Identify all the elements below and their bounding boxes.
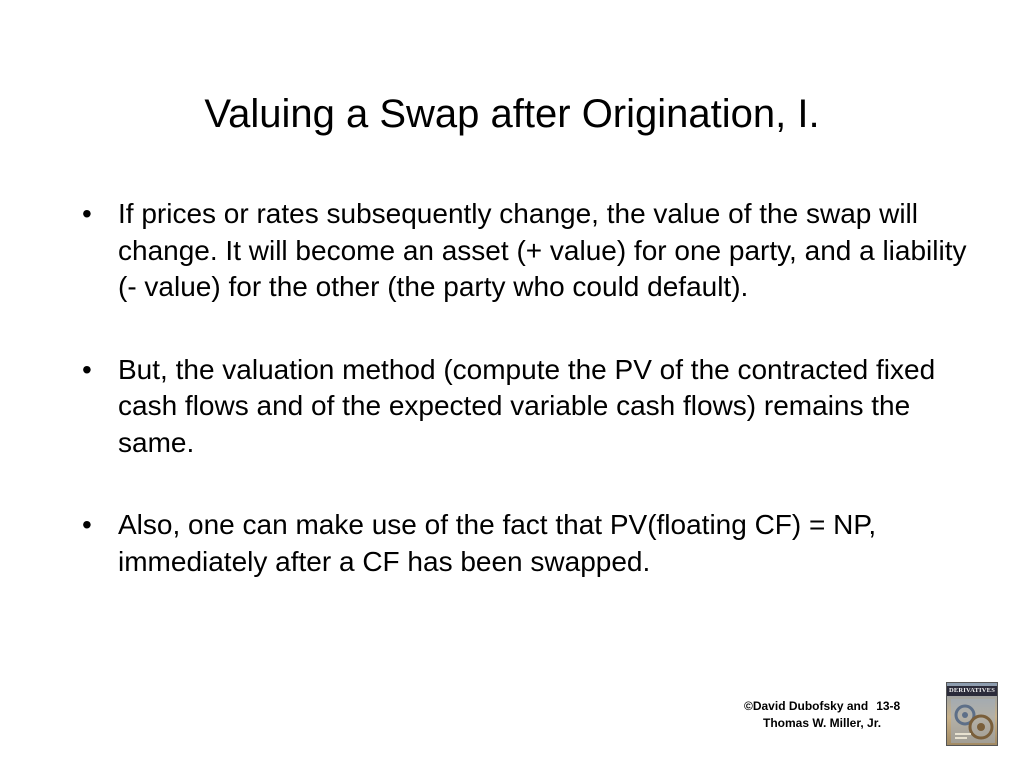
bullet-text: If prices or rates subsequently change, the value of the swap will change. It will become an asset (+ value) for one party, and a liability (- value) for the other (the party who could default). [118,198,967,302]
copyright-text: ©David Dubofsky and [744,699,869,713]
bullet-item [82,352,982,462]
bullet-marker: • [82,353,92,385]
bullet-text: But, the valuation method (compute the PV of the contracted fixed cash flows and of the expected variable cash flows) remains the same. [118,353,936,458]
footer-credit [700,698,940,732]
author-text: Thomas W. Miller, Jr. [763,716,882,730]
book-cover-title: DERIVATIVES [948,687,996,694]
bullet-text: Also, one can make use of the fact that PV(floating CF) = NP, immediately after a CF has been swapped. [118,509,877,577]
footer-line1 [700,698,940,715]
gears-illustration-icon [951,699,995,743]
book-cover-image [946,682,998,746]
slide-title: Valuing a Swap after Origination, I. [204,92,820,136]
bullet-item [82,507,982,580]
bullet-marker: • [82,198,92,229]
bullet-marker: • [82,509,92,540]
bullet-list [82,196,982,626]
bullet-item [82,196,982,306]
slide-number: 13-8 [876,699,901,713]
